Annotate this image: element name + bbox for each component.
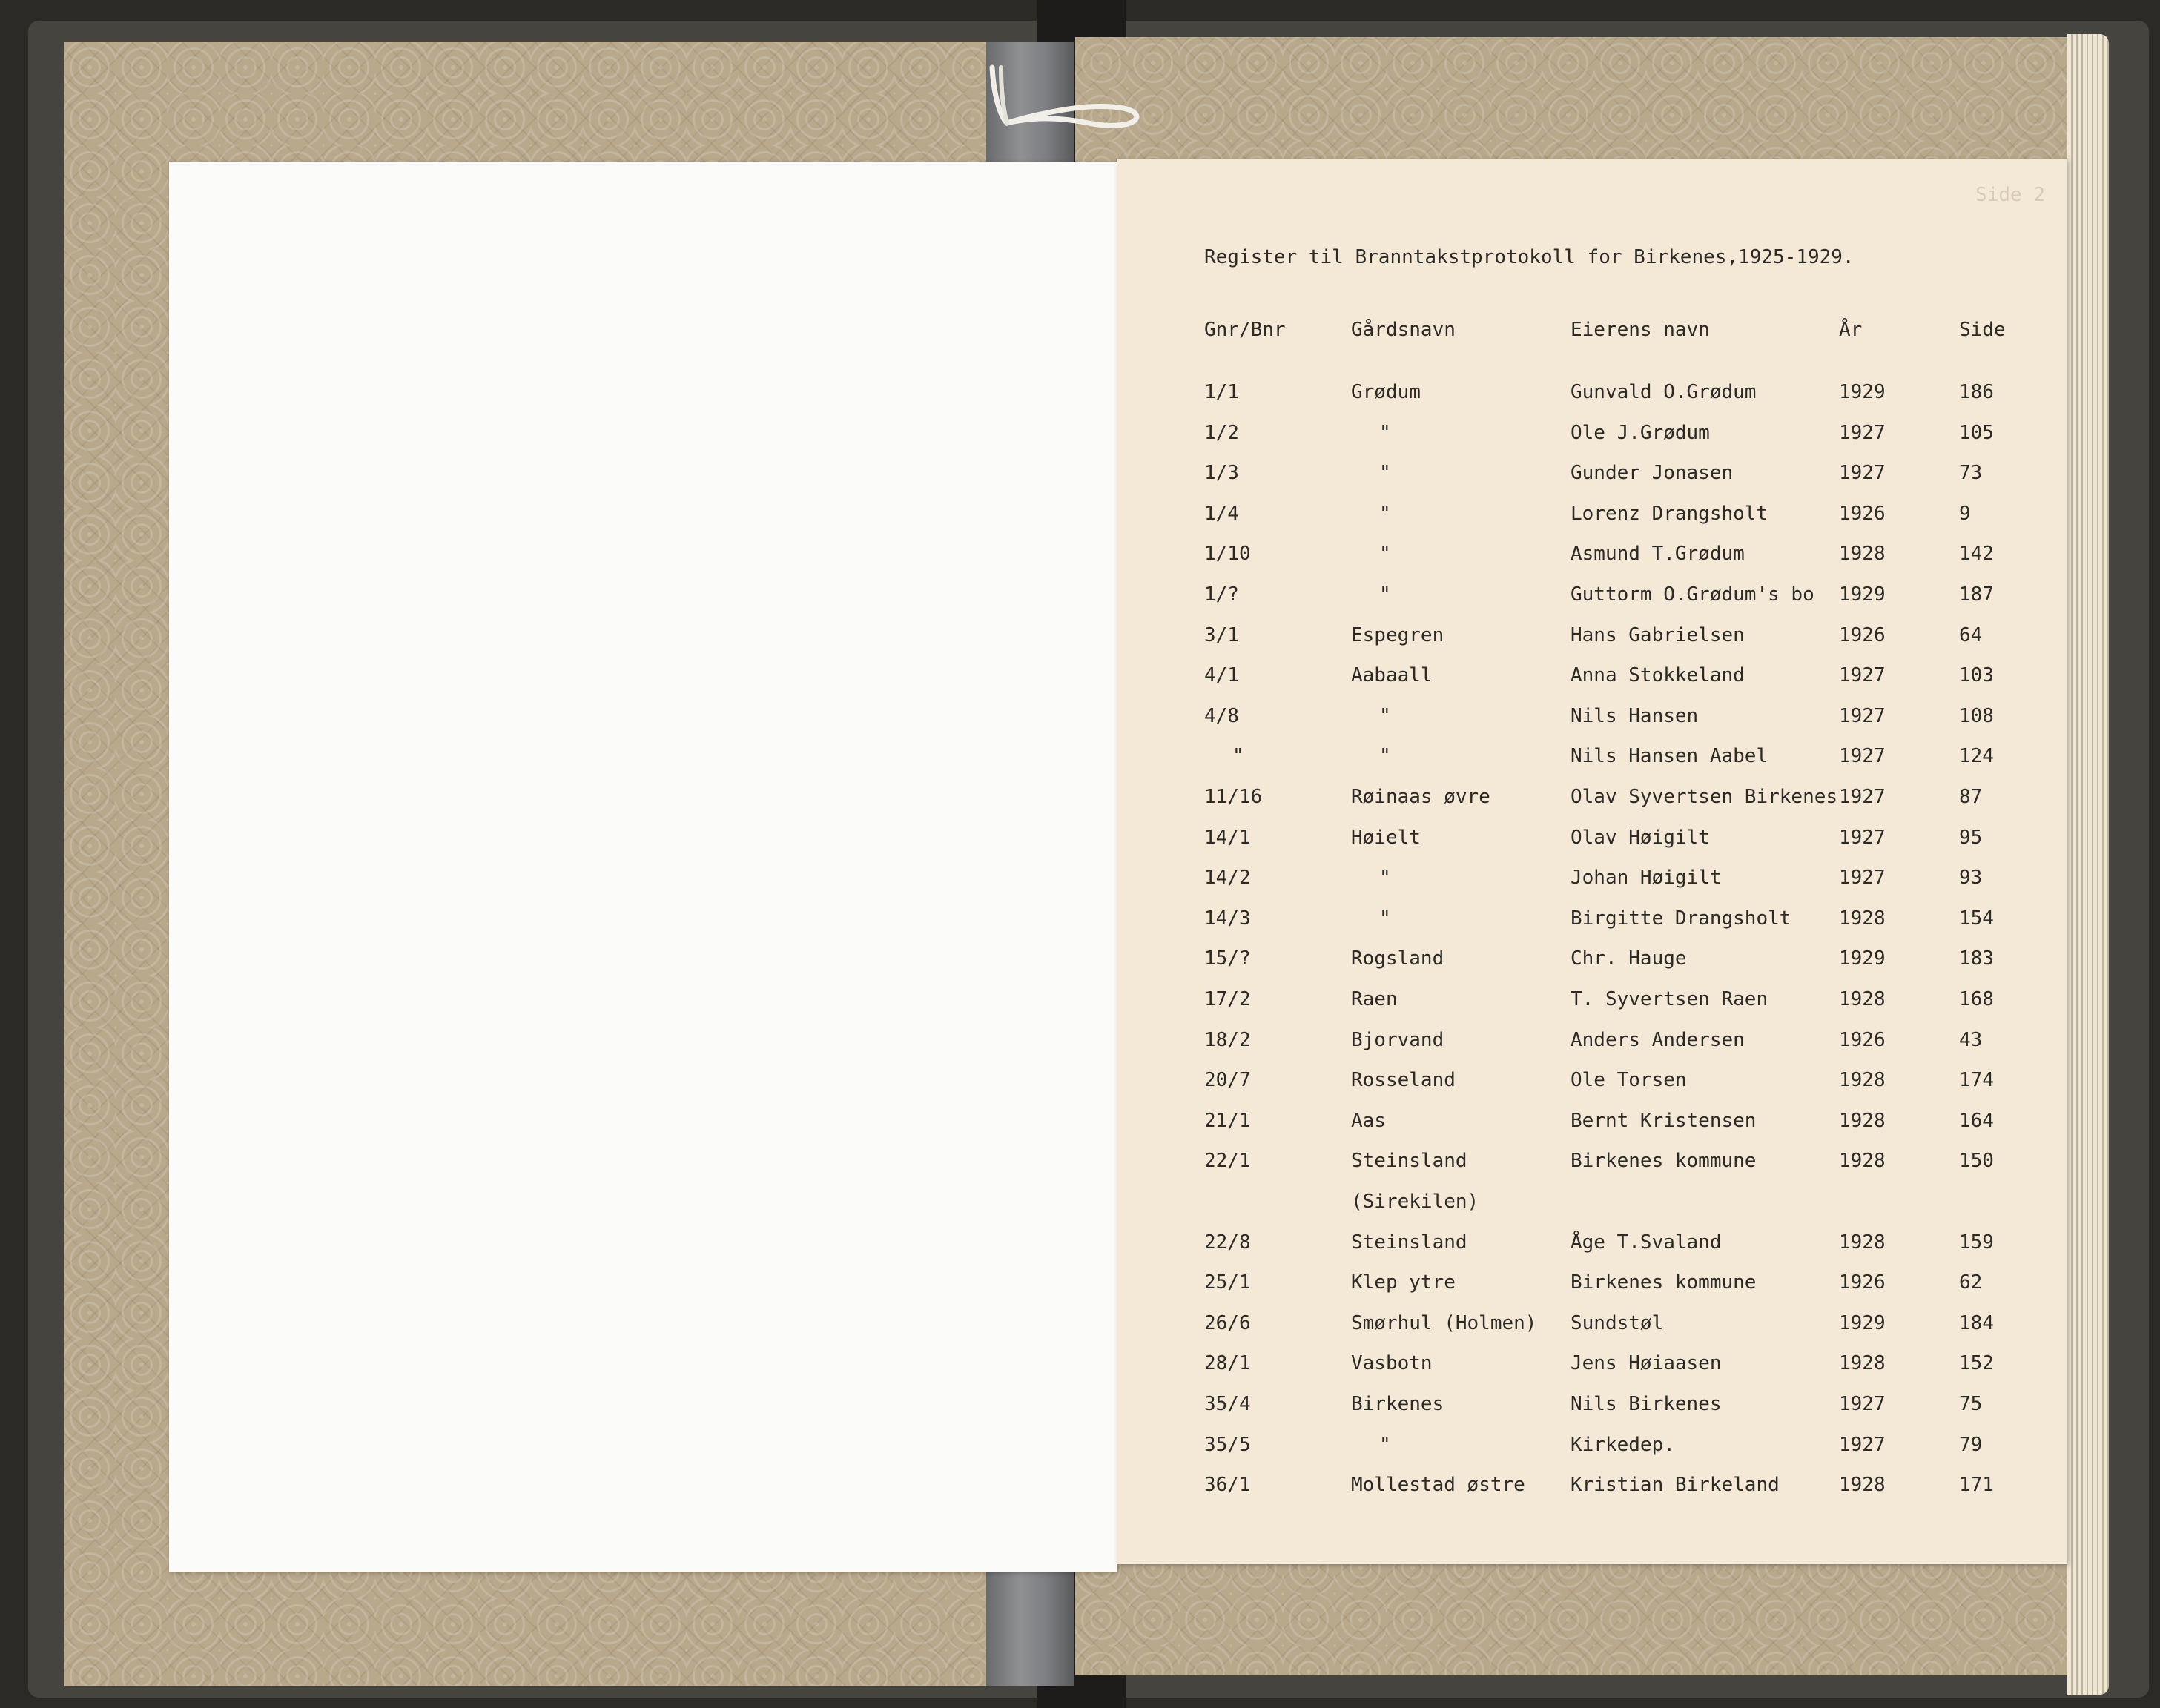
cell-gnr: 22/1 [1204, 1150, 1251, 1173]
cell-aar: 1927 [1839, 462, 1886, 485]
cell-gnr: 1/4 [1204, 502, 1239, 525]
cell-eier: Nils Hansen Aabel [1571, 745, 1768, 768]
cell-eier: Nils Hansen [1571, 704, 1699, 727]
cell-gnr: 25/1 [1204, 1271, 1251, 1294]
cell-gardsnavn: Steinsland [1351, 1150, 1467, 1173]
cell-eier: Bernt Kristensen [1571, 1109, 1757, 1132]
register-title: Register til Branntakstprotokoll for Birkenes,1925-1929. [1204, 246, 1855, 268]
cell-side: 183 [1959, 947, 1994, 970]
cell-gnr: " [1232, 745, 1244, 768]
cell-gardsnavn: Smørhul (Holmen) [1351, 1311, 1537, 1334]
cell-side: 93 [1959, 867, 1983, 890]
cell-aar: 1929 [1839, 583, 1886, 606]
cell-aar: 1928 [1839, 1474, 1886, 1497]
cell-aar: 1928 [1839, 1109, 1886, 1132]
column-header-gardsnavn: Gårdsnavn [1351, 319, 1456, 341]
cell-gardsnavn: " [1379, 1433, 1391, 1456]
cell-side: 159 [1959, 1231, 1994, 1254]
cell-eier: Hans Gabrielsen [1571, 623, 1745, 646]
cell-gnr: 20/7 [1204, 1069, 1251, 1092]
cell-side: 95 [1959, 826, 1983, 849]
cell-side: 168 [1959, 988, 1994, 1010]
cell-gnr: 1/1 [1204, 381, 1239, 403]
cell-side: 164 [1959, 1109, 1994, 1132]
binding-string [977, 64, 1148, 130]
cell-side: 150 [1959, 1150, 1994, 1173]
cell-aar: 1928 [1839, 988, 1886, 1010]
cell-eier: Nils Birkenes [1571, 1393, 1722, 1415]
cell-gardsnavn: Høielt [1351, 826, 1421, 849]
cell-gardsnavn: Steinsland [1351, 1231, 1467, 1254]
cell-eier: Gunvald O.Grødum [1571, 381, 1757, 403]
cell-eier: Anna Stokkeland [1571, 664, 1745, 687]
cell-gardsnavn: Klep ytre [1351, 1271, 1456, 1294]
cell-aar: 1928 [1839, 1150, 1886, 1173]
cell-aar: 1927 [1839, 786, 1886, 808]
column-header-side: Side [1959, 319, 2006, 341]
cell-eier: Olav Høigilt [1571, 826, 1710, 849]
cell-gnr: 14/3 [1204, 907, 1251, 930]
cell-eier: Birgitte Drangsholt [1571, 907, 1791, 930]
cell-eier: Johan Høigilt [1571, 867, 1722, 890]
cell-gnr: 22/8 [1204, 1231, 1251, 1254]
cell-side: 75 [1959, 1393, 1983, 1415]
page-edges [2067, 34, 2109, 1695]
cell-eier: Chr. Hauge [1571, 947, 1687, 970]
cell-aar: 1928 [1839, 907, 1886, 930]
cell-eier: Birkenes kommune [1571, 1271, 1757, 1294]
cell-eier: Kirkedep. [1571, 1433, 1675, 1456]
cell-gnr: 4/1 [1204, 664, 1239, 687]
cell-side: 105 [1959, 421, 1994, 444]
cell-gardsnavn: Aabaall [1351, 664, 1433, 687]
cell-gardsnavn: " [1379, 745, 1391, 768]
cell-side: 103 [1959, 664, 1994, 687]
cell-eier: Jens Høiaasen [1571, 1352, 1722, 1375]
cell-eier: Sundstøl [1571, 1311, 1664, 1334]
cell-aar: 1927 [1839, 664, 1886, 687]
cell-gnr: 11/16 [1204, 786, 1263, 808]
register-page [1117, 159, 2067, 1564]
cell-aar: 1927 [1839, 826, 1886, 849]
cell-gardsnavn: (Sirekilen) [1351, 1191, 1479, 1213]
page-number-label: Side 2 [1975, 184, 2045, 206]
cell-side: 108 [1959, 704, 1994, 727]
column-header-eier: Eierens navn [1571, 319, 1710, 341]
cell-gnr: 4/8 [1204, 704, 1239, 727]
cell-eier: T. Syvertsen Raen [1571, 988, 1768, 1010]
cell-gnr: 17/2 [1204, 988, 1251, 1010]
cell-side: 154 [1959, 907, 1994, 930]
cell-gnr: 35/5 [1204, 1433, 1251, 1456]
cell-gnr: 1/3 [1204, 462, 1239, 485]
cell-gnr: 3/1 [1204, 623, 1239, 646]
cell-aar: 1926 [1839, 1271, 1886, 1294]
cell-gnr: 14/1 [1204, 826, 1251, 849]
cell-side: 64 [1959, 623, 1983, 646]
cell-side: 73 [1959, 462, 1983, 485]
cell-gardsnavn: Mollestad østre [1351, 1474, 1525, 1497]
cell-gnr: 14/2 [1204, 867, 1251, 890]
cell-eier: Gunder Jonasen [1571, 462, 1734, 485]
cell-aar: 1927 [1839, 1393, 1886, 1415]
cell-aar: 1928 [1839, 543, 1886, 566]
cell-aar: 1926 [1839, 1028, 1886, 1051]
cell-eier: Asmund T.Grødum [1571, 543, 1745, 566]
cell-side: 142 [1959, 543, 1994, 566]
cell-gnr: 1/10 [1204, 543, 1251, 566]
cell-eier: Anders Andersen [1571, 1028, 1745, 1051]
cell-aar: 1929 [1839, 381, 1886, 403]
cell-side: 186 [1959, 381, 1994, 403]
cell-gardsnavn: Røinaas øvre [1351, 786, 1490, 808]
cell-eier: Olav Syvertsen Birkenes [1571, 786, 1838, 808]
cell-gardsnavn: Aas [1351, 1109, 1386, 1132]
blank-left-page [169, 162, 1117, 1572]
cell-gardsnavn: " [1379, 867, 1391, 890]
cell-aar: 1926 [1839, 623, 1886, 646]
cell-eier: Kristian Birkeland [1571, 1474, 1780, 1497]
cell-aar: 1929 [1839, 1311, 1886, 1334]
cell-aar: 1928 [1839, 1352, 1886, 1375]
cell-gnr: 1/2 [1204, 421, 1239, 444]
cell-eier: Birkenes kommune [1571, 1150, 1757, 1173]
cell-side: 79 [1959, 1433, 1983, 1456]
column-header-gnr: Gnr/Bnr [1204, 319, 1286, 341]
cell-gardsnavn: Birkenes [1351, 1393, 1444, 1415]
cell-aar: 1928 [1839, 1231, 1886, 1254]
cell-gardsnavn: " [1379, 907, 1391, 930]
cell-gardsnavn: " [1379, 502, 1391, 525]
cell-side: 124 [1959, 745, 1994, 768]
cell-gnr: 1/? [1204, 583, 1239, 606]
column-header-aar: År [1839, 319, 1863, 341]
cell-side: 87 [1959, 786, 1983, 808]
cell-aar: 1927 [1839, 704, 1886, 727]
cell-eier: Åge T.Svaland [1571, 1231, 1722, 1254]
cell-gnr: 15/? [1204, 947, 1251, 970]
cell-eier: Lorenz Drangsholt [1571, 502, 1768, 525]
cell-side: 187 [1959, 583, 1994, 606]
cell-gardsnavn: " [1379, 543, 1391, 566]
cell-side: 171 [1959, 1474, 1994, 1497]
cell-aar: 1926 [1839, 502, 1886, 525]
cell-side: 62 [1959, 1271, 1983, 1294]
cell-gardsnavn: " [1379, 583, 1391, 606]
cell-gardsnavn: " [1379, 421, 1391, 444]
cell-aar: 1927 [1839, 421, 1886, 444]
cell-gnr: 36/1 [1204, 1474, 1251, 1497]
cell-aar: 1927 [1839, 745, 1886, 768]
cell-gnr: 18/2 [1204, 1028, 1251, 1051]
cell-gnr: 28/1 [1204, 1352, 1251, 1375]
cell-side: 152 [1959, 1352, 1994, 1375]
cell-side: 43 [1959, 1028, 1983, 1051]
cell-gardsnavn: Rogsland [1351, 947, 1444, 970]
cell-gardsnavn: Grødum [1351, 381, 1421, 403]
cell-side: 174 [1959, 1069, 1994, 1092]
cell-eier: Guttorm O.Grødum's bo [1571, 583, 1814, 606]
cell-side: 184 [1959, 1311, 1994, 1334]
cell-aar: 1927 [1839, 1433, 1886, 1456]
cell-gardsnavn: Vasbotn [1351, 1352, 1433, 1375]
cell-gardsnavn: Raen [1351, 988, 1398, 1010]
cell-gnr: 35/4 [1204, 1393, 1251, 1415]
cell-gardsnavn: " [1379, 462, 1391, 485]
cell-gardsnavn: Espegren [1351, 623, 1444, 646]
cell-gardsnavn: " [1379, 704, 1391, 727]
cell-gardsnavn: Rosseland [1351, 1069, 1456, 1092]
cell-side: 9 [1959, 502, 1971, 525]
cell-eier: Ole J.Grødum [1571, 421, 1710, 444]
cell-gnr: 26/6 [1204, 1311, 1251, 1334]
cell-eier: Ole Torsen [1571, 1069, 1687, 1092]
cell-aar: 1928 [1839, 1069, 1886, 1092]
cell-gnr: 21/1 [1204, 1109, 1251, 1132]
cell-aar: 1929 [1839, 947, 1886, 970]
cell-aar: 1927 [1839, 867, 1886, 890]
cell-gardsnavn: Bjorvand [1351, 1028, 1444, 1051]
